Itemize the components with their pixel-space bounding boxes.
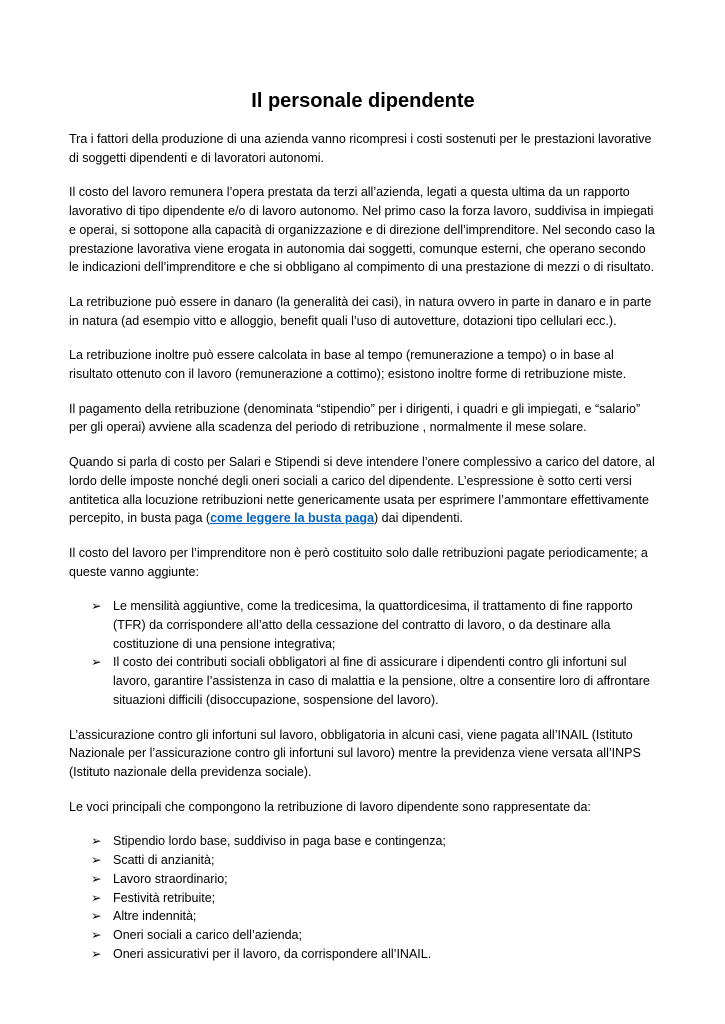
list-item-text: Stipendio lordo base, suddiviso in paga base e contingenza; (113, 834, 446, 849)
paragraph-labor-cost: Il costo del lavoro remunera l’opera prestata da terzi all’azienda, legati a questa ultima da un rapporto lavorativo di tipo dipendente e/o di lavoro autonomo. Nel primo caso la forza lavoro, suddivisa in impiegati e operai, si sottopone alla capacità di organizzazione e di direzione dell’imprenditore. Nel secondo caso la prestazione lavorativa viene erogata in autonomia dai soggetti, comunque esterni, che operano secondo le indicazioni dell’imprenditore e che si obbligano al compimento di una prestazione di mezzi o di risultato. (69, 185, 655, 275)
arrow-bullet-icon: ➢ (91, 654, 102, 670)
paragraph-retribution-calc: La retribuzione inoltre può essere calcolata in base al tempo (remunerazione a tempo) o in base al risultato ottenuto con il lavoro (remunerazione a cottimo); esistono inoltre forme di retribuzione miste. (69, 348, 627, 382)
list-item (91, 597, 657, 653)
list-item-text: Oneri sociali a carico dell’azienda; (113, 927, 302, 942)
list-item (91, 907, 657, 926)
list-item-text: Festività retribuite; (113, 890, 216, 905)
paragraph-additional-costs: Il costo del lavoro per l’imprenditore non è però costituito solo dalle retribuzioni pagate periodicamente; a queste vanno aggiunte: (69, 545, 648, 579)
list-item (91, 870, 657, 889)
arrow-bullet-icon: ➢ (91, 889, 102, 905)
busta-paga-link[interactable]: come leggere la busta paga (210, 511, 375, 526)
paragraph-intro: Tra i fattori della produzione di una azienda vanno ricompresi i costi sostenuti per le prestazioni lavorative di soggetti dipendenti e di lavoratori autonomi. (69, 132, 652, 165)
paragraph-salaries-tail: ) dai dipendenti. (374, 511, 463, 526)
paragraph-salaries-text: Quando si parla di costo per Salari e Stipendi si deve intendere l’onere complessivo a carico del datore, al lordo delle imposte nonché degli oneri sociali a carico del dipendente. L’espressione è sotto certi versi antitetica alla locuzione retribuzioni nette genericamente usata per esprimere l’ammontare effettivamente percepito, in busta paga ( (69, 455, 655, 526)
paragraph-payment: Il pagamento della retribuzione (denominata “stipendio” per i dirigenti, i quadri e gli impiegati, e “salario” per gli operai) avviene alla scadenza del periodo di retribuzione , normalmente il mese solare. (69, 401, 641, 435)
list-item-text: Il costo dei contributi sociali obbligatori al fine di assicurare i dipendenti contro gli infortuni sul lavoro, garantire l’assistenza in caso di malattia e la pensione, oltre a consentire loro di affrontare situazioni difficili (disoccupazione, sospensione del lavoro). (113, 655, 650, 707)
paragraph-insurance: L’assicurazione contro gli infortuni sul lavoro, obbligatoria in alcuni casi, viene pagata all’INAIL (Istituto Nazionale per l’assicurazione contro gli infortuni sul lavoro) mentre la previdenza viene versata all’INPS (Istituto nazionale della previdenza sociale). (69, 727, 641, 779)
list-item-text: Le mensilità aggiuntive, come la tredicesima, la quattordicesima, il trattamento di fine rapporto (TFR) da corrispondere all’atto della cessazione del contratto di lavoro, o da destinare alla costituzione di una pensione integrativa; (113, 599, 633, 651)
additional-costs-list (69, 597, 657, 709)
paragraph-salaries (69, 453, 657, 528)
list-item-text: Oneri assicurativi per il lavoro, da corrispondere all’INAIL. (113, 946, 432, 961)
list-item (91, 832, 657, 851)
list-item (91, 889, 657, 908)
list-item (91, 653, 657, 709)
arrow-bullet-icon: ➢ (91, 926, 102, 942)
list-item-text: Altre indennità; (113, 909, 197, 924)
arrow-bullet-icon: ➢ (91, 870, 102, 886)
list-item (91, 945, 657, 964)
page-title: Il personale dipendente (251, 90, 475, 112)
list-item (91, 851, 657, 870)
arrow-bullet-icon: ➢ (91, 598, 102, 614)
arrow-bullet-icon: ➢ (91, 852, 102, 868)
arrow-bullet-icon: ➢ (91, 908, 102, 924)
arrow-bullet-icon: ➢ (91, 945, 102, 961)
retribution-items-list (69, 832, 657, 963)
list-item-text: Scatti di anzianità; (113, 853, 215, 868)
paragraph-retribution-form: La retribuzione può essere in danaro (la generalità dei casi), in natura ovvero in parte in danaro e in parte in natura (ad esempio vitto e alloggio, benefit quali l’uso di autovetture, dotazioni tipo cellulari ecc.). (69, 294, 652, 328)
document-page (69, 88, 657, 963)
list-item-text: Lavoro straordinario; (113, 871, 228, 886)
list-item (91, 926, 657, 945)
paragraph-main-items: Le voci principali che compongono la retribuzione di lavoro dipendente sono rappresentate da: (69, 799, 591, 814)
arrow-bullet-icon: ➢ (91, 833, 102, 849)
